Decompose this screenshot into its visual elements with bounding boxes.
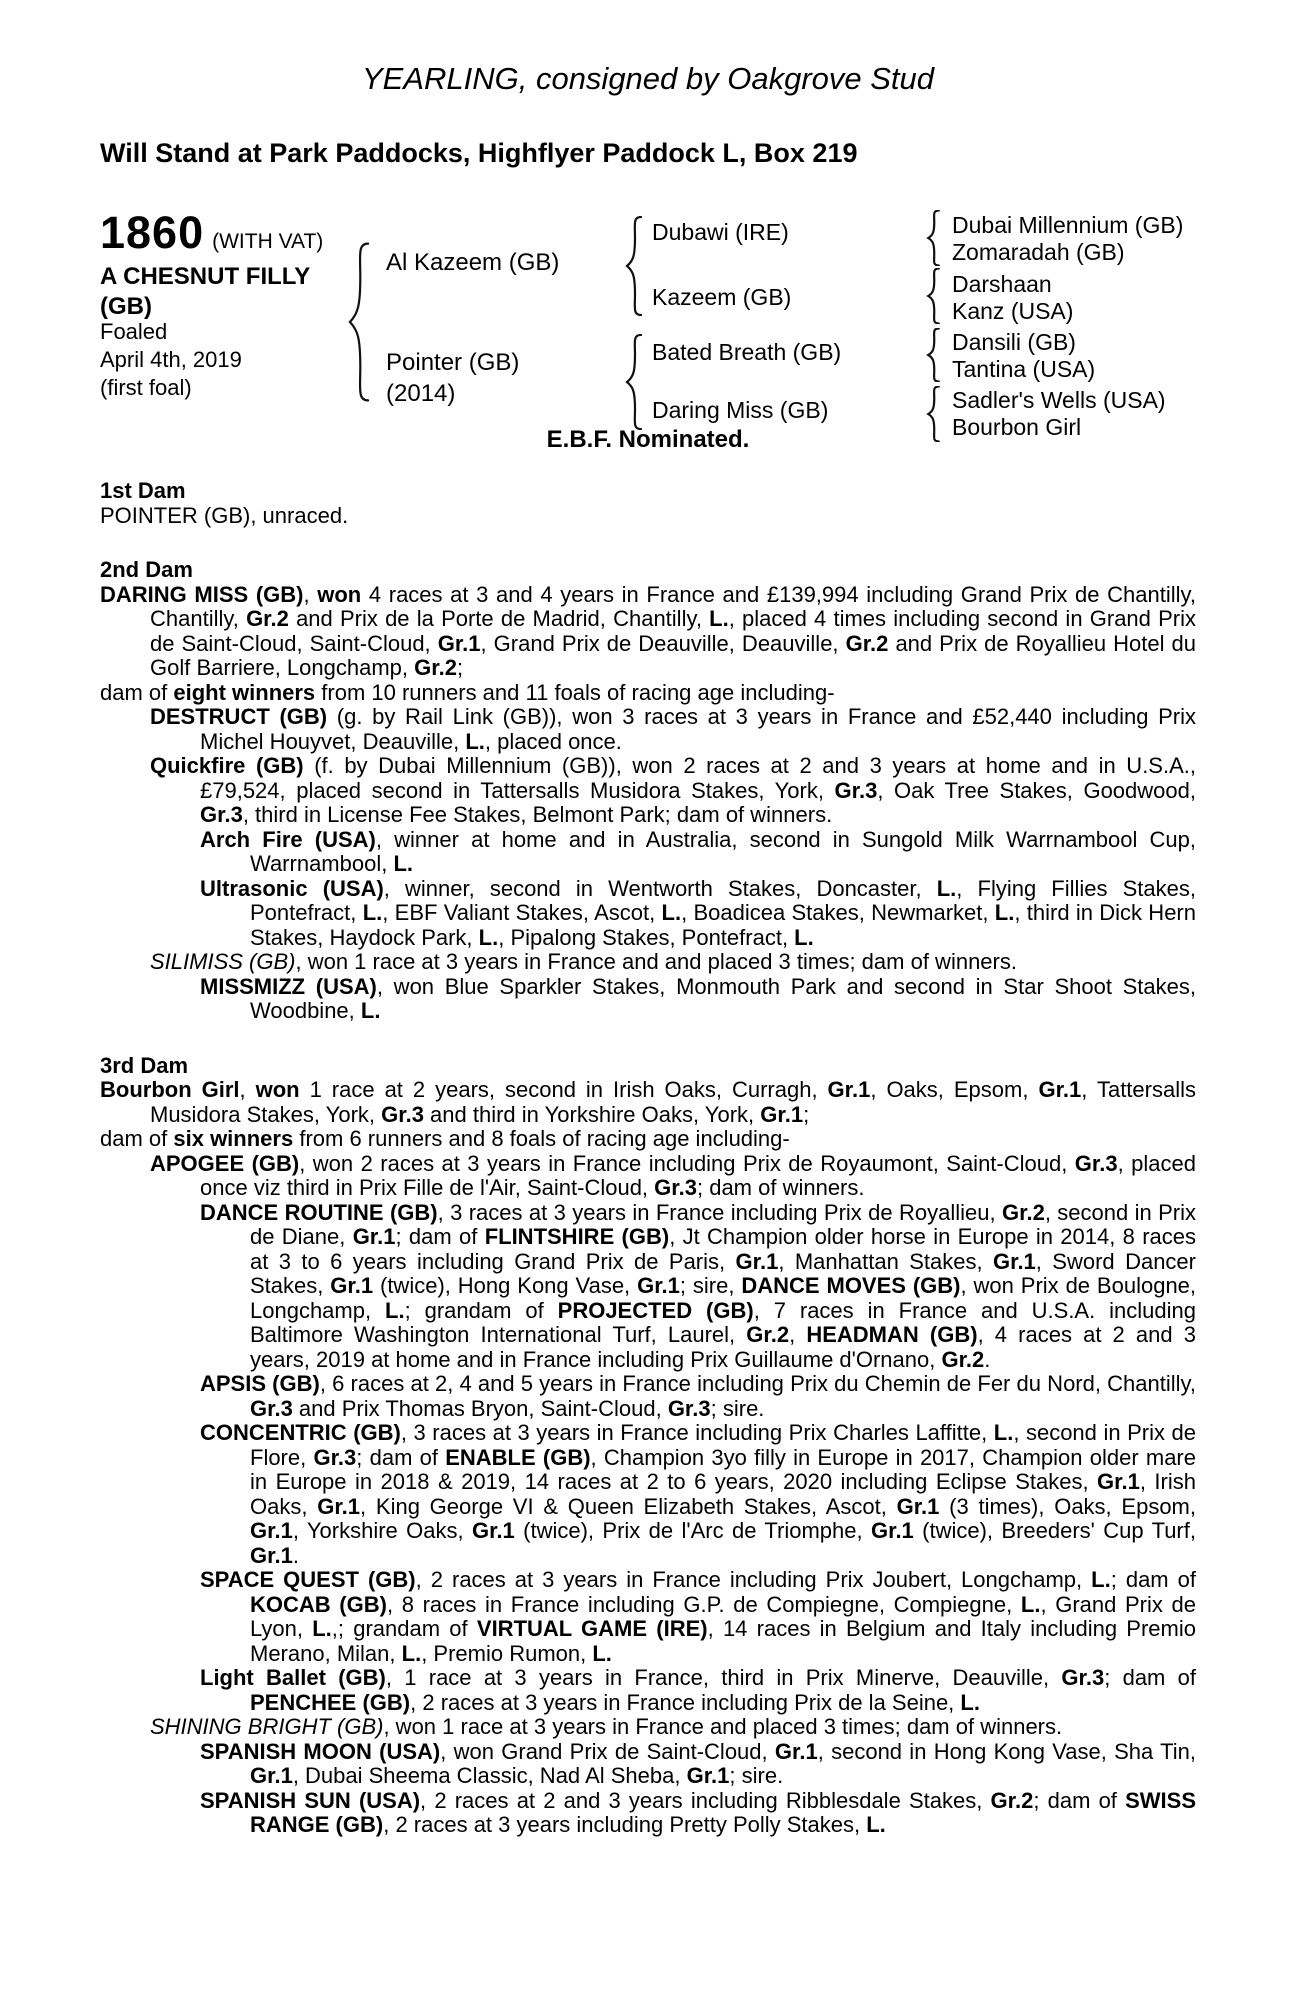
section-body — [100, 583, 1196, 1024]
pedigree-text-paragraph: APOGEE (GB), won 2 races at 3 years in France including Prix de Royaumont, Saint-Cloud, Gr.3, placed once viz third in Prix Fille de l'Air, Saint-Cloud, Gr.3; dam of winners. — [150, 1150, 1196, 1200]
dam-year: (2014) — [386, 380, 456, 407]
great-grandparent-name: Dansili (GB) — [952, 329, 1076, 355]
pedigree-brace-dam — [624, 334, 644, 430]
pedigree-text-paragraph: dam of eight winners from 10 runners and 11 foals of racing age including- — [100, 679, 835, 705]
pedigree-brace-sire — [624, 216, 644, 316]
pedigree-text-paragraph: SPACE QUEST (GB), 2 races at 3 years in France including Prix Joubert, Longchamp, L.; dam of KOCAB (GB), 8 races in France including G.P. de Compiegne, Compiegne, L., Grand Prix de Lyon, L.,; grandam of VIRTUAL GAME (IRE), 14 races in Belgium and Italy including Premio Merano, Milan, L., Premio Rumon, L. — [200, 1567, 1196, 1666]
pedigree-brace-grandsire-2 — [926, 328, 941, 382]
pedigree-text-paragraph: Ultrasonic (USA), winner, second in Wentworth Stakes, Doncaster, L., Flying Fillies Stakes, Pontefract, L., EBF Valiant Stakes, Ascot, L., Boadicea Stakes, Newmarket, L., third in Dick Hern Stakes, Haydock Park, L., Pipalong Stakes, Pontefract, L. — [200, 875, 1196, 950]
consignment-title: YEARLING, consigned by Oakgrove Stud — [361, 61, 935, 96]
pedigree-text-paragraph: DESTRUCT (GB) (g. by Rail Link (GB)), won 3 races at 3 years in France and £52,440 including Prix Michel Houyvet, Deauville, L., placed once. — [150, 704, 1196, 754]
stand-location-line: Will Stand at Park Paddocks, Highflyer Paddock L, Box 219 — [100, 138, 858, 168]
pedigree-text-paragraph: Bourbon Girl, won 1 race at 2 years, second in Irish Oaks, Curragh, Gr.1, Oaks, Epsom, Gr.1, Tattersalls Musidora Stakes, York, Gr.3 and third in Yorkshire Oaks, York, Gr.1; — [100, 1077, 1196, 1127]
pedigree-text-paragraph: DARING MISS (GB), won 4 races at 3 and 4 years in France and £139,994 including Grand Prix de Chantilly, Chantilly, Gr.2 and Prix de la Porte de Madrid, Chantilly, L., placed 4 times including second in Grand Prix de Saint-Cloud, Saint-Cloud, Gr.1, Grand Prix de Deauville, Deauville, Gr.2 and Prix de Royallieu Hotel du Golf Barriere, Longchamp, Gr.2; — [100, 581, 1197, 680]
sire-name: Al Kazeem (GB) — [386, 249, 560, 276]
grandparent-name: Bated Breath (GB) — [652, 339, 842, 365]
pedigree-text-paragraph: CONCENTRIC (GB), 3 races at 3 years in France including Prix Charles Laffitte, L., second in Prix de Flore, Gr.3; dam of ENABLE (GB), Champion 3yo filly in Europe in 2017, Champion older mare in Europe in 2018 & 2019, 14 races at 2 to 6 years, 2020 including Eclipse Stakes, Gr.1, Irish Oaks, Gr.1, King George VI & Queen Elizabeth Stakes, Ascot, Gr.1 (3 times), Oaks, Epsom, Gr.1, Yorkshire Oaks, Gr.1 (twice), Prix de l'Arc de Triomphe, Gr.1 (twice), Breeders' Cup Turf, Gr.1. — [200, 1420, 1197, 1568]
great-grandparent-name: Kanz (USA) — [952, 298, 1074, 324]
section-heading: 3rd Dam — [100, 1052, 189, 1078]
section-3rd-dam — [100, 1054, 1196, 1838]
horse-name: A CHESNUT FILLY — [100, 263, 311, 290]
grandparent-name: Kazeem (GB) — [652, 284, 792, 310]
great-grandparent-name: Darshaan — [952, 271, 1052, 297]
grandparent-name: Dubawi (IRE) — [652, 219, 789, 245]
section-heading: 1st Dam — [100, 478, 186, 503]
pedigree-text-paragraph: SPANISH MOON (USA), won Grand Prix de Saint-Cloud, Gr.1, second in Hong Kong Vase, Sha Tin, Gr.1, Dubai Sheema Classic, Nad Al Sheba, Gr.1; sire. — [200, 1738, 1196, 1788]
pedigree-text-paragraph: Light Ballet (GB), 1 race at 3 years in France, third in Prix Minerve, Deauville, Gr.3; dam of PENCHEE (GB), 2 races at 3 years in France including Prix de la Seine, L. — [200, 1665, 1197, 1715]
pedigree-brace-grandsire-1 — [926, 210, 941, 266]
lot-number: 1860 — [100, 207, 205, 258]
pedigree-text-paragraph: SILIMISS (GB), won 1 race at 3 years in France and and placed 3 times; dam of winners. — [150, 949, 1017, 974]
pedigree-brace-granddam-1 — [926, 268, 941, 324]
lot-row — [100, 207, 324, 267]
section-1st-dam — [100, 479, 1196, 528]
pedigree-text-paragraph: dam of six winners from 6 runners and 8 foals of racing age including- — [100, 1126, 790, 1151]
pedigree-text-paragraph: APSIS (GB), 6 races at 2, 4 and 5 years in France including Prix du Chemin de Fer du Nord, Chantilly, Gr.3 and Prix Thomas Bryon, Saint-Cloud, Gr.3; sire. — [200, 1371, 1196, 1421]
section-body — [100, 504, 1196, 529]
pedigree-brace-granddam-2 — [926, 386, 941, 442]
great-grandparent-name: Bourbon Girl — [952, 414, 1082, 440]
section-2nd-dam — [100, 558, 1196, 1024]
ebf-nominated-note: E.B.F. Nominated. — [546, 426, 750, 453]
page-content — [0, 60, 1314, 1838]
great-grandparent-name: Dubai Millennium (GB) — [952, 212, 1184, 238]
section-body — [100, 1078, 1196, 1838]
great-grandparent-name: Sadler's Wells (USA) — [952, 387, 1166, 413]
pedigree-text-paragraph: MISSMIZZ (USA), won Blue Sparkler Stakes, Monmouth Park and second in Star Shoot Stakes, Woodbine, L. — [200, 973, 1196, 1023]
great-grandparent-name: Tantina (USA) — [952, 356, 1096, 382]
foaled-label: Foaled — [100, 319, 168, 344]
pedigree-text-paragraph: SPANISH SUN (USA), 2 races at 2 and 3 years including Ribblesdale Stakes, Gr.2; dam of SWISS RANGE (GB), 2 races at 3 years including Pretty Polly Stakes, L. — [200, 1787, 1196, 1837]
pedigree-text-paragraph: POINTER (GB), unraced. — [100, 502, 349, 528]
pedigree-text-paragraph: Arch Fire (USA), winner at home and in Australia, second in Sungold Milk Warrnambool Cup, Warrnambool, L. — [200, 826, 1196, 876]
pedigree-text-paragraph: Quickfire (GB) (f. by Dubai Millennium (GB)), won 2 races at 2 and 3 years at home and in U.S.A., £79,524, placed second in Tattersalls Musidora Stakes, York, Gr.3, Oak Tree Stakes, Goodwood, Gr.3, third in License Fee Stakes, Belmont Park; dam of winners. — [150, 753, 1196, 827]
first-foal-note: (first foal) — [100, 375, 192, 400]
section-heading: 2nd Dam — [100, 557, 193, 582]
pedigree-text-paragraph: SHINING BRIGHT (GB), won 1 race at 3 years in France and placed 3 times; dam of winners. — [150, 1714, 1063, 1739]
pedigree-brace-main — [346, 242, 372, 402]
pedigree-text-paragraph: DANCE ROUTINE (GB), 3 races at 3 years in France including Prix de Royallieu, Gr.2, second in Prix de Diane, Gr.1; dam of FLINTSHIRE (GB), Jt Champion older horse in Europe in 2014, 8 races at 3 to 6 years including Grand Prix de Paris, Gr.1, Manhattan Stakes, Gr.1, Sword Dancer Stakes, Gr.1 (twice), Hong Kong Vase, Gr.1; sire, DANCE MOVES (GB), won Prix de Boulogne, Longchamp, L.; grandam of PROJECTED (GB), 7 races in France and U.S.A. including Baltimore Washington International Turf, Laurel, Gr.2, HEADMAN (GB), 4 races at 2 and 3 years, 2019 at home and in France including Prix Guillaume d'Ornano, Gr.2. — [200, 1199, 1197, 1372]
dam-name: Pointer (GB) — [386, 349, 520, 376]
foaled-date: April 4th, 2019 — [100, 347, 242, 372]
grandparent-name: Daring Miss (GB) — [652, 397, 829, 423]
vat-note: (WITH VAT) — [212, 230, 324, 253]
great-grandparent-name: Zomaradah (GB) — [952, 239, 1125, 265]
horse-name-suffix: (GB) — [100, 293, 152, 320]
